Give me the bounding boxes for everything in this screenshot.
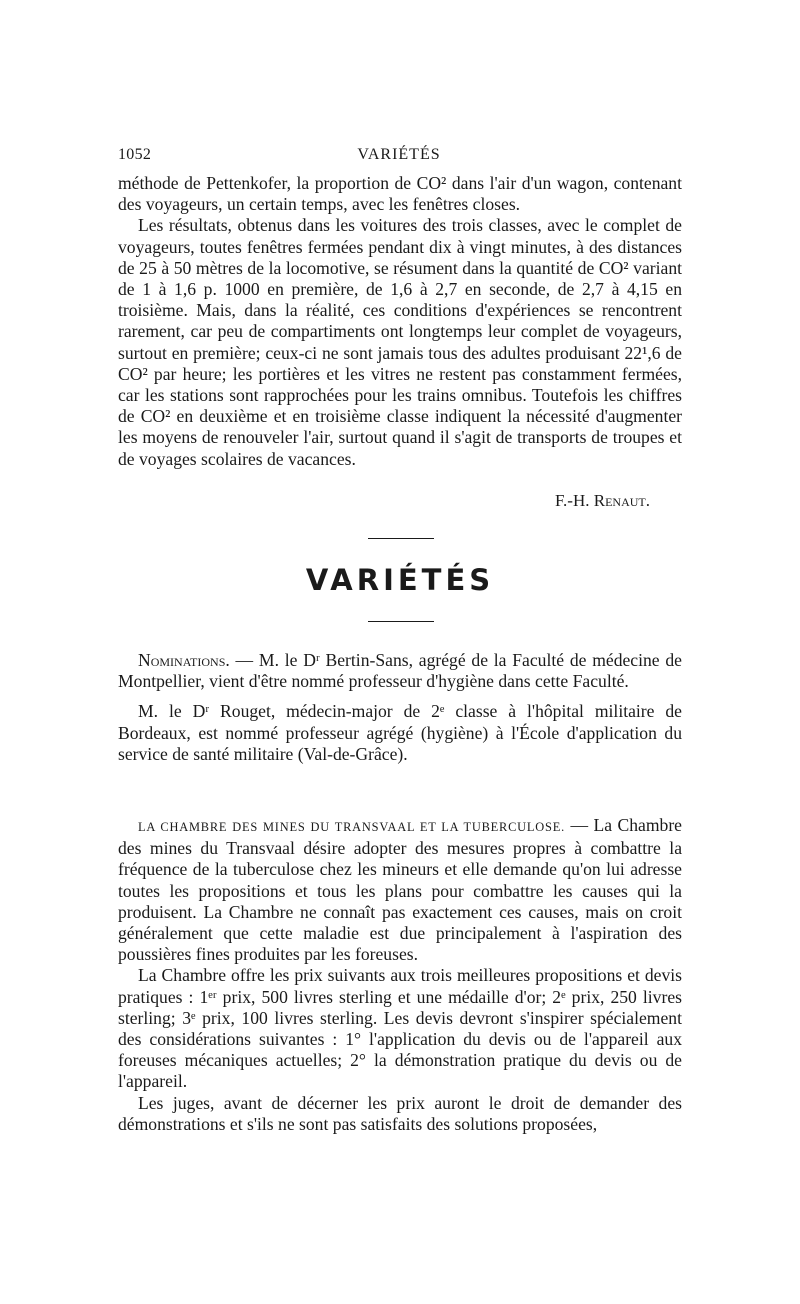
paragraph: méthode de Pettenkofer, la proportion de CO² dans l'air d'un wagon, contenant des voyageurs, un certain temps, avec les fenêtres closes. (118, 173, 682, 215)
chambre-heading: LA CHAMBRE DES MINES DU TRANSVAAL ET LA TUBERCULOSE. (138, 820, 565, 834)
page-number: 1052 (118, 146, 152, 163)
page-header (118, 146, 680, 166)
paragraph: M. le Dʳ Rouget, médecin-major de 2ᵉ classe à l'hôpital militaire de Bordeaux, est nommé professeur agrégé (hygiène) à l'École d'application du service de santé militaire (Val-de-Grâce). (118, 701, 682, 764)
divider-bottom (368, 621, 434, 622)
chambre-section (118, 815, 682, 1135)
nominations-section (118, 650, 682, 765)
article-continuation (118, 173, 682, 470)
divider-top (368, 538, 434, 539)
paragraph: La Chambre offre les prix suivants aux trois meilleures propositions et devis pratiques : 1ᵉʳ prix, 500 livres sterling et une médaille d'or; 2ᵉ prix, 250 livres sterling; 3ᵉ prix, 100 livres sterling. Les devis devront s'inspirer spécialement des considérations suivantes : 1° l'application du devis ou de l'appareil aux foreuses mécaniques actuelles; 2° la démonstration pratique du devis ou de l'appareil. (118, 965, 682, 1092)
paragraph: Nominations. — M. le Dʳ Bertin-Sans, agrégé de la Faculté de médecine de Montpellier, vient d'être nommé professeur d'hygiène dans cette Faculté. (118, 650, 682, 692)
section-title: VARIÉTÉS (305, 563, 495, 597)
paragraph: LA CHAMBRE DES MINES DU TRANSVAAL ET LA TUBERCULOSE. — La Chambre des mines du Transvaal désire adopter des mesures propres à combattre la fréquence de la tuberculose chez les mineurs et elle demande qu'on lui adresse toutes les propositions et tous les plans pour combattre les causes qui la produisent. La Chambre ne connaît pas exactement ces causes, mais on croit généralement que cette maladie est due principalement à l'aspiration des poussières fines produites par les foreuses. (118, 815, 682, 965)
running-title: VARIÉTÉS (357, 146, 441, 163)
paragraph: Les juges, avant de décerner les prix auront le droit de demander des démonstrations et s'ils ne sont pas satisfaits des solutions proposées, (118, 1092, 682, 1134)
paragraph: Les résultats, obtenus dans les voitures des trois classes, avec le complet de voyageurs, toutes fenêtres fermées pendant dix à vingt minutes, à des distances de 25 à 50 mètres de la locomotive, se résument dans la quantité de CO² variant de 1 à 1,6 p. 1000 en première, de 1,6 à 2,7 en seconde, de 2,7 à 4,15 en troisième. Mais, dans la réalité, ces conditions d'expériences se rencontrent rarement, car peu de compartiments ont longtemps leur complet de voyageurs, surtout en première; ceux-ci ne sont jamais tous des adultes produisant 22¹,6 de CO² par heure; les portières et les vitres ne restent pas constamment fermées, car les stations sont rapprochées pour les trains omnibus. Toutefois les chiffres de CO² en deuxième et en troisième classe indiquent la nécessité d'augmenter les moyens de renouveler l'air, surtout quand il s'agit de transports de troupes et de voyages scolaires de vacances. (118, 215, 682, 469)
author-signature: F.-H. Renaut. (554, 491, 650, 510)
nominations-heading: Nominations. (138, 650, 230, 670)
